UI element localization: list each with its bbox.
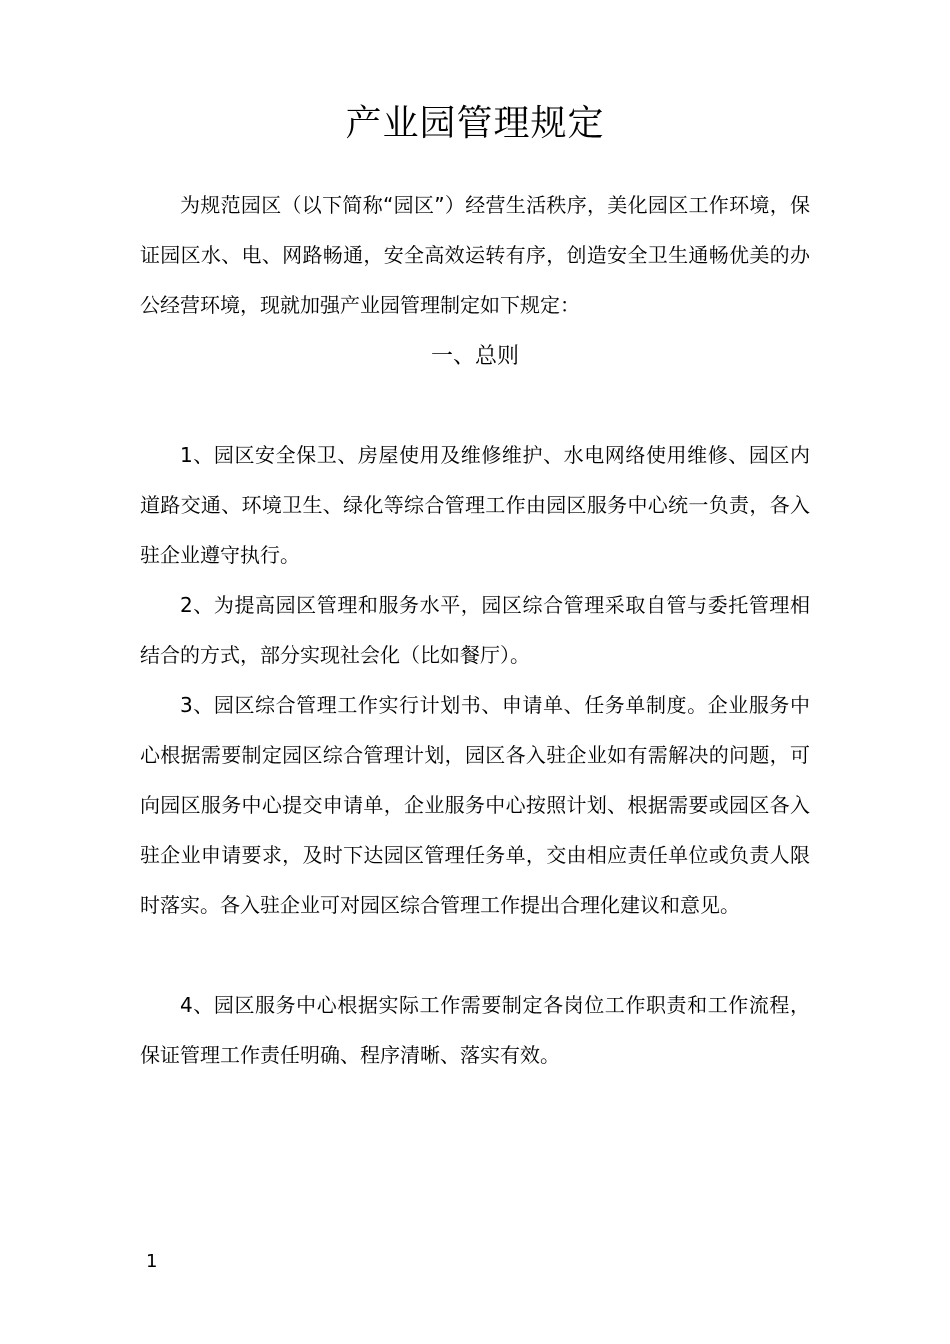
section-heading: 一、总则 <box>430 344 519 369</box>
document-title: 产业园管理规定 <box>345 103 605 144</box>
paragraph-1: 1、园区安全保卫、房屋使用及维修维护、水电网络使用维修、园区内道路交通、环境卫生、绿化等综合管理工作由园区服务中心统一负责，各入驻企业遵守执行。 <box>140 443 810 567</box>
paragraph-4: 4、园区服务中心根据实际工作需要制定各岗位工作职责和工作流程，保证管理工作责任明确、程序清晰、落实有效。 <box>140 993 810 1067</box>
page-number: 1 <box>146 1251 158 1272</box>
paragraph-3: 3、园区综合管理工作实行计划书、申请单、任务单制度。企业服务中心根据需要制定园区综合管理计划，园区各入驻企业如有需解决的问题，可向园区服务中心提交申请单，企业服务中心按照计划、根据需要或园区各入驻企业申请要求，及时下达园区管理任务单，交由相应责任单位或负责人限时落实。各入驻企业可对园区综合管理工作提出合理化建议和意见。 <box>140 693 810 917</box>
paragraph-2: 2、为提高园区管理和服务水平，园区综合管理采取自管与委托管理相结合的方式，部分实现社会化（比如餐厅）。 <box>140 593 810 667</box>
intro-paragraph: 为规范园区（以下简称“园区”）经营生活秩序，美化园区工作环境，保证园区水、电、网路畅通，安全高效运转有序，创造安全卫生通畅优美的办公经营环境，现就加强产业园管理制定如下规定： <box>140 193 810 317</box>
